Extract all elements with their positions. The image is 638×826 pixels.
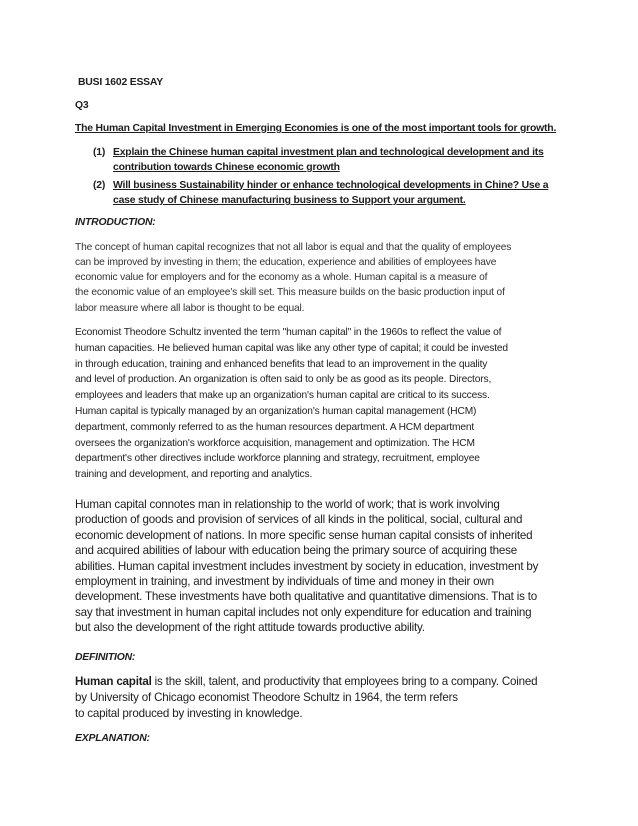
paragraph-line: department's other directives include workforce planning and strategy, recruitment, employee	[75, 453, 480, 465]
sub-question-2	[93, 178, 549, 209]
paragraph-line: training and development, and reporting and analytics.	[75, 469, 313, 481]
introduction-paragraph-3	[75, 497, 538, 636]
introduction-paragraph-1	[75, 240, 511, 316]
paragraph-line: oversees the organization's workforce acquisition, management and optimization. The HCM	[75, 437, 475, 449]
paragraph-line: department, commonly referred to as the human resources department. A HCM department	[75, 421, 475, 433]
definition-paragraph	[75, 674, 537, 722]
paragraph-line: Human capital connotes man in relationship to the world of work; that is work involving	[75, 498, 500, 511]
explanation-heading: EXPLANATION:	[75, 733, 150, 744]
question-title: The Human Capital Investment in Emerging Economies is one of the most important tools for growth.	[75, 123, 557, 134]
definition-line: by University of Chicago economist Theodore Schultz in 1964, the term refers	[75, 691, 458, 704]
sub-question-line: case study of Chinese manufacturing business to Support your argument.	[113, 195, 466, 206]
paragraph-line: say that investment in human capital includes not only expenditure for education and training	[75, 605, 532, 619]
paragraph-line: Economist Theodore Schultz invented the term "human capital" in the 1960s to reflect the value of	[75, 327, 502, 338]
paragraph-line: employment in training, and investment by individuals of time and money in their own	[75, 575, 494, 589]
paragraph-line: employees and leaders that make up an organization's human capital are critical to its success.	[75, 390, 490, 402]
question-number: Q3	[75, 100, 89, 111]
introduction-paragraph-2	[75, 325, 508, 483]
paragraph-line: development. These investments have both qualitative and quantitative dimensions. That is to	[75, 590, 537, 604]
paragraph-line: and acquired abilities of labour with education being the primary source of acquiring these	[75, 544, 517, 558]
paragraph-line: the economic value of an employee's skill set. This measure builds on the basic production input of	[75, 287, 505, 299]
definition-heading: DEFINITION:	[75, 652, 136, 663]
course-heading: BUSI 1602 ESSAY	[78, 77, 163, 88]
sub-question-1	[93, 145, 544, 176]
definition-term: Human capital	[75, 675, 152, 688]
paragraph-line: abilities. Human capital investment includes investment by society in education, investment by	[75, 559, 539, 573]
paragraph-line: production of goods and provision of services of all kinds in the political, social, cultural and	[75, 513, 523, 527]
definition-first-line: is the skill, talent, and productivity that employees bring to a company. Coined	[151, 675, 538, 688]
paragraph-line: but also the development of the right attitude towards productive ability.	[75, 621, 425, 635]
sub-question-number: (2)	[93, 179, 106, 191]
sub-question-line: contribution towards Chinese economic growth	[113, 162, 340, 173]
paragraph-line: The concept of human capital recognizes that not all labor is equal and that the quality of employees	[75, 241, 512, 253]
definition-line: to capital produced by investing in knowledge.	[75, 707, 303, 720]
paragraph-line: and level of production. An organization is often said to only be as good as its people. Directors,	[75, 374, 492, 386]
paragraph-line: Human capital is typically managed by an organization's human capital management (HCM)	[75, 405, 477, 417]
paragraph-line: can be improved by investing in them; the education, experience and abilities of employees have	[75, 256, 497, 268]
sub-question-line: Explain the Chinese human capital investment plan and technological development and its	[113, 146, 544, 158]
paragraph-line: human capacities. He believed human capital was like any other type of capital; it could be invested	[75, 342, 508, 354]
definition-line	[75, 674, 537, 690]
paragraph-line: economic value for employers and for the economy as a whole. Human capital is a measure of	[75, 272, 488, 284]
paragraph-line: in through education, training and enhanced benefits that lead to an improvement in the quality	[75, 358, 488, 370]
sub-question-line: Will business Sustainability hinder or enhance technological developments in Chine? Use a	[113, 179, 549, 191]
paragraph-line: economic development of nations. In more specific sense human capital consists of inherited	[75, 528, 533, 542]
paragraph-line: labor measure where all labor is thought to be equal.	[75, 302, 305, 314]
sub-question-number: (1)	[93, 146, 106, 158]
introduction-heading: INTRODUCTION:	[75, 217, 156, 228]
